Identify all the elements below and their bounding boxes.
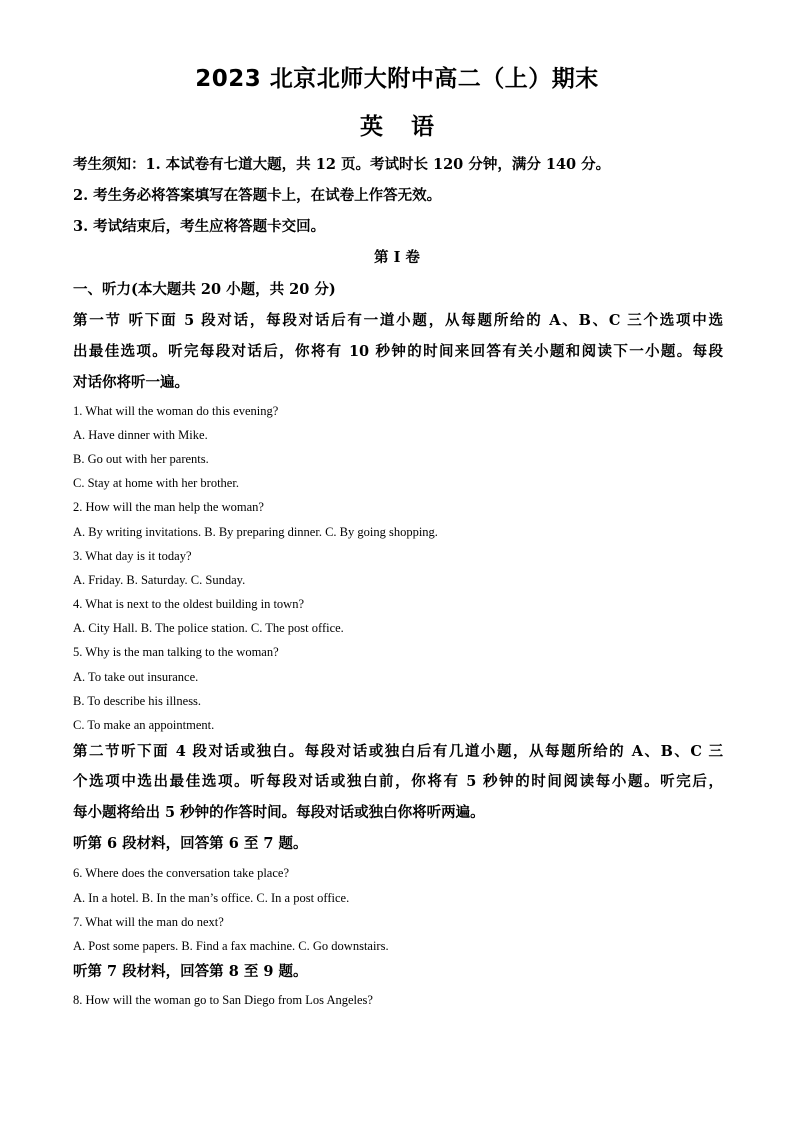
section-1-heading: 一、听力(本大题共 20 小题，共 20 分) (73, 281, 336, 298)
option-line: A. To take out insurance. (73, 670, 199, 684)
note-1: 考生须知：1. 本试卷有七道大题，共 12 页。考试时长 120 分钟，满分 140 分。 (73, 156, 611, 173)
part-2-intro-line: 第二节听下面 4 段对话或独白。每段对话或独白后有几道小题，从每题所给的 A、B、C 三 (73, 743, 723, 760)
volume-heading: 第 I 卷 (374, 249, 420, 266)
part-1-intro-line: 第一节 听下面 5 段对话，每段对话后有一道小题，从每题所给的 A、B、C 三个选项中选 (73, 312, 723, 329)
option-line: A. Post some papers. B. Find a fax machine. C. Go downstairs. (73, 939, 389, 953)
part-2-intro-line: 每小题将给出 5 秒钟的作答时间。每段对话或独白你将听两遍。 (73, 804, 485, 821)
material-6-heading: 听第 6 段材料，回答第 6 至 7 题。 (73, 835, 308, 852)
option-line: A. Friday. B. Saturday. C. Sunday. (73, 573, 246, 587)
option-line: B. To describe his illness. (73, 694, 202, 708)
option-line: A. In a hotel. B. In the man’s office. C. In a post office. (73, 891, 350, 905)
question-line: 1. What will the woman do this evening? (73, 404, 279, 418)
option-line: A. Have dinner with Mike. (73, 428, 208, 442)
question-line: 7. What will the man do next? (73, 915, 224, 929)
note-2: 2. 考生务必将答案填写在答题卡上，在试卷上作答无效。 (73, 187, 442, 204)
question-line: 5. Why is the man talking to the woman? (73, 645, 279, 659)
question-line: 3. What day is it today? (73, 549, 192, 563)
option-line: A. By writing invitations. B. By preparing dinner. C. By going shopping. (73, 525, 438, 539)
material-7-heading: 听第 7 段材料，回答第 8 至 9 题。 (73, 963, 308, 980)
part-1-intro-line: 对话你将听一遍。 (73, 374, 189, 391)
question-line: 2. How will the man help the woman? (73, 500, 264, 514)
question-line: 6. Where does the conversation take place? (73, 866, 289, 880)
option-line: C. To make an appointment. (73, 718, 215, 732)
exam-title: 2023 北京北师大附中高二（上）期末 (195, 66, 599, 92)
question-line: 8. How will the woman go to San Diego from Los Angeles? (73, 993, 373, 1007)
option-line: C. Stay at home with her brother. (73, 476, 239, 490)
question-line: 4. What is next to the oldest building in town? (73, 597, 304, 611)
part-1-intro-line: 出最佳选项。听完每段对话后，你将有 10 秒钟的时间来回答有关小题和阅读下一小题。每段 (73, 343, 723, 360)
part-2-intro-line: 个选项中选出最佳选项。听每段对话或独白前，你将有 5 秒钟的时间阅读每小题。听完后， (73, 773, 723, 790)
subject-title: 英语 (360, 114, 462, 140)
option-line: B. Go out with her parents. (73, 452, 209, 466)
option-line: A. City Hall. B. The police station. C. The post office. (73, 621, 344, 635)
note-3: 3. 考试结束后，考生应将答题卡交回。 (73, 218, 326, 235)
